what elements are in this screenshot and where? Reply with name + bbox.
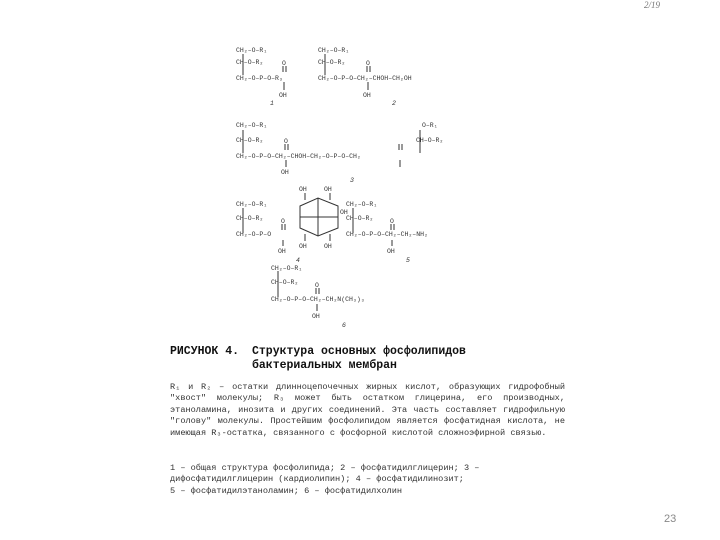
figure-description — [170, 382, 565, 439]
s2-oxygen: O — [366, 60, 370, 67]
figure-label: РИСУНОК 4. — [170, 345, 240, 358]
legend-line: дифосфатидилглицерин (кардиолипин); 4 – фосфатидилинозит; — [170, 474, 464, 485]
s2-line3: CH₂–O–P–O–CH₂–CHOH–CH₂OH — [318, 75, 412, 82]
structure-6 — [278, 271, 319, 311]
s2-line2: CH–O–R₂ — [318, 59, 346, 66]
s3-number: 3 — [350, 177, 354, 184]
figure-legend — [170, 463, 565, 497]
s6-oxygen: O — [315, 282, 319, 289]
figure-caption — [170, 345, 570, 373]
s1-line1: CH₂–O–R₁ — [236, 47, 268, 54]
s1-oxygen: O — [282, 60, 286, 67]
s5-line2: CH–O–R₂ — [346, 215, 374, 222]
s4-ring-oh-5: OH — [324, 243, 332, 250]
s4-ring-oh-2: OH — [324, 186, 332, 193]
s6-line1: CH₂–O–R₁ — [271, 265, 303, 272]
corner-annotation: 2/19 — [644, 0, 661, 10]
s3-line1: CH₂–O–R₁ — [236, 122, 268, 129]
s1-number: 1 — [270, 100, 274, 107]
s2-line1: CH₂–O–R₁ — [318, 47, 350, 54]
s5-hydroxyl: OH — [387, 248, 395, 255]
s4-line3: CH₂–O–P–O — [236, 231, 272, 238]
s5-line1: CH₂–O–R₁ — [346, 201, 378, 208]
page-number: 23 — [664, 513, 677, 525]
s1-line2: CH–O–R₂ — [236, 59, 264, 66]
legend-line: 1 – общая структура фосфолипида; 2 – фосфатидилглицерин; 3 – — [170, 463, 480, 473]
s6-number: 6 — [342, 322, 346, 329]
s4-oxygen: O — [281, 218, 285, 225]
s4-ring-oh-4: OH — [299, 243, 307, 250]
s4-hydroxyl: OH — [278, 248, 286, 255]
s5-number: 5 — [406, 257, 410, 264]
s5-line3: CH₂–O–P–O–CH₂–CH₂–NH₂ — [346, 231, 428, 238]
s4-ring-oh-3: OH — [340, 209, 348, 216]
s3-oxygen: O — [284, 138, 288, 145]
description-paragraph: R₁ и R₂ – остатки длинноцепочечных жирных кислот, образующих гидрофобный "хвост" молекулы; R₃ может быть остатком глицерина, его производных, этаноламина, инозита и других соединений. Эта часть составляет гидрофильную "голову" молекулы. Простейшим фосфолипидом является фосфатидная кислота, не имеющая R₃-остатка, связанного с фосфорной кислотой сложноэфирной связью. — [170, 382, 565, 438]
s3-line3: CH₂–O–P–O–CH₂–CHOH–CH₂–O–P–O–CH₂ — [236, 153, 361, 160]
s4-line1: CH₂–O–R₁ — [236, 201, 268, 208]
s6-line3: CH₂–O–P–O–CH₂–CH₂N(CH₃)₃ — [271, 296, 365, 303]
figure-title: Структура основных фосфолипидов бактериальных мембран — [252, 345, 466, 372]
s3-line2b: CH–O–R₂ — [416, 137, 444, 144]
s6-hydroxyl: OH — [312, 313, 320, 320]
s2-number: 2 — [392, 100, 396, 107]
s4-number: 4 — [296, 257, 300, 264]
s3-line2: CH–O–R₂ — [236, 137, 264, 144]
s4-ring-oh-1: OH — [299, 186, 307, 193]
s6-line2: CH–O–R₂ — [271, 279, 299, 286]
s3-line1b: O–R₁ — [422, 122, 438, 129]
structure-5 — [353, 208, 394, 246]
s4-line2: CH–O–R₂ — [236, 215, 264, 222]
s1-hydroxyl: OH — [279, 92, 287, 99]
s5-oxygen: O — [390, 218, 394, 225]
s2-hydroxyl: OH — [363, 92, 371, 99]
legend-line: 5 – фосфатидилэтаноламин; 6 – фосфатидилхолин — [170, 485, 403, 496]
s3-hydroxyl: OH — [281, 169, 289, 176]
s1-line3: CH₂–O–P–O–R₃ — [236, 75, 283, 82]
structure-3 — [243, 130, 420, 167]
